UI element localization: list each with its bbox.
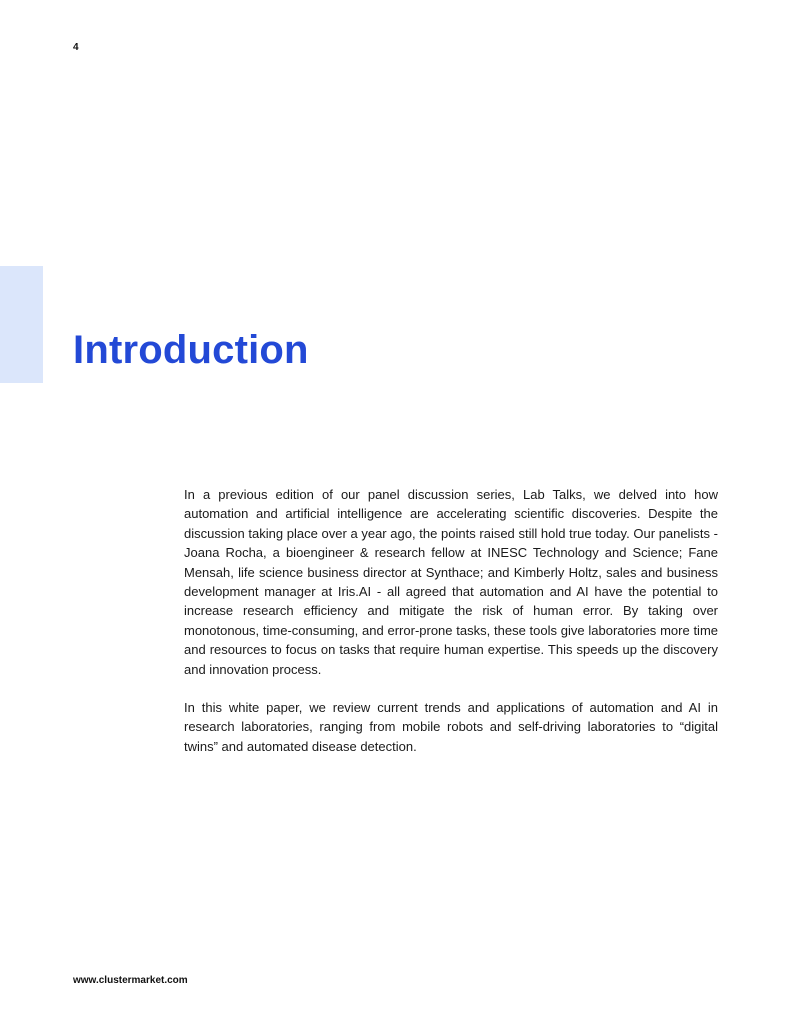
section-title: Introduction bbox=[73, 328, 309, 372]
body-text bbox=[184, 485, 718, 756]
body-paragraph: In a previous edition of our panel discussion series, Lab Talks, we delved into how automation and artificial intelligence are accelerating scientific discoveries. Despite the discussion taking place over a year ago, the points raised still hold true today. Our panelists - Joana Rocha, a bioengineer & research fellow at INESC Technology and Science; Fane Mensah, life science business director at Synthace; and Kimberly Holtz, sales and business development manager at Iris.AI - all agreed that automation and AI have the potential to increase research efficiency and mitigate the risk of human error. By taking over monotonous, time-consuming, and error-prone tasks, these tools give laboratories more time and resources to focus on tasks that require human expertise. This speeds up the discovery and innovation process. bbox=[184, 487, 718, 677]
footer-url[interactable]: www.clustermarket.com bbox=[73, 975, 188, 986]
page-number: 4 bbox=[73, 42, 79, 53]
body-paragraph: In this white paper, we review current trends and applications of automation and AI in research laboratories, ranging from mobile robots and self-driving laboratories to “digital twins” and automated disease detection. bbox=[184, 700, 718, 754]
side-accent-block bbox=[0, 266, 43, 383]
